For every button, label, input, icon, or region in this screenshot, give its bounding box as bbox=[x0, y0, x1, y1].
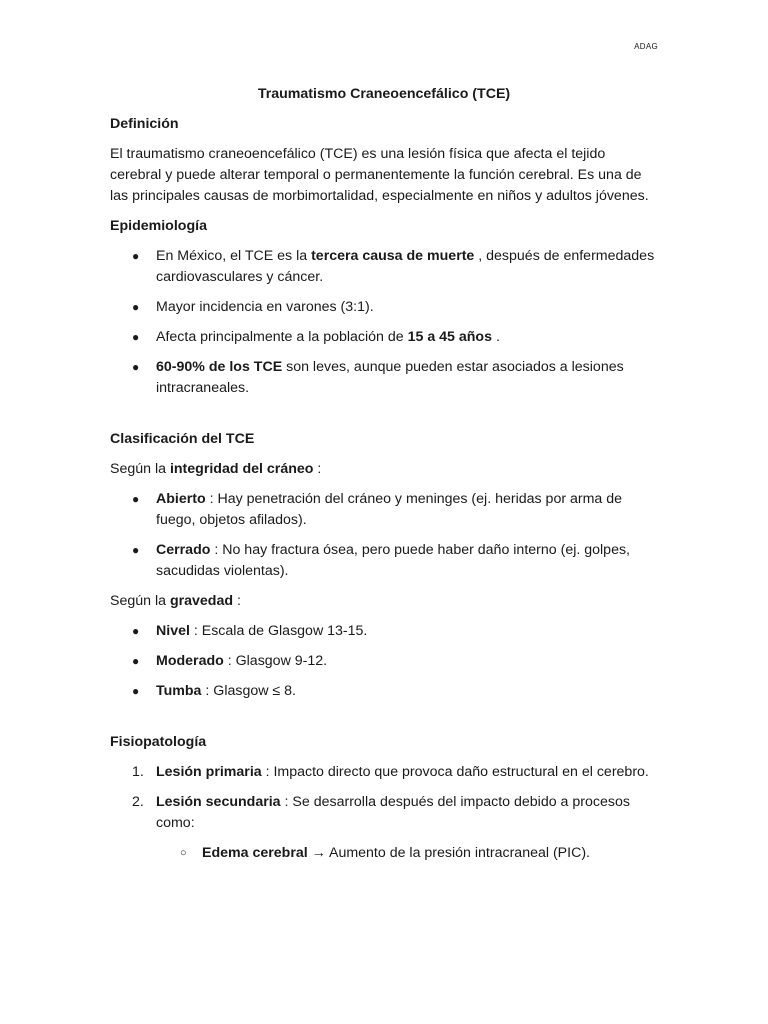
list-item bbox=[110, 297, 658, 318]
bullet-icon: ● bbox=[132, 684, 140, 698]
list-item: ● Tumba : Glasgow ≤ 8. bbox=[110, 681, 658, 702]
definicion-paragraph: El traumatismo craneoencefálico (TCE) es una lesión física que afecta el tejido cerebral y puede alterar temporal o permanentemente la función cerebral. Es una de las principales causas de morbimortalidad, especialmente en niños y adultos jóvenes. bbox=[110, 146, 649, 204]
item-bold-text: 60-90% de los TCE bbox=[156, 359, 283, 375]
item-bold-text: tercera causa de muerte bbox=[311, 248, 475, 264]
list-item: ○ Edema cerebral → Aumento de la presión intracraneal (PIC). bbox=[110, 843, 658, 864]
list-item: ● Moderado : Glasgow 9-12. bbox=[110, 651, 658, 672]
bullet-icon: ● bbox=[132, 249, 140, 263]
epidemiologia-list bbox=[110, 246, 658, 399]
item-text: Mayor incidencia en varones (3:1). bbox=[156, 299, 374, 315]
list-item: ● Cerrado : No hay fractura ósea, pero puede haber daño interno (ej. golpes, sacudidas violentas). bbox=[132, 542, 630, 579]
bullet-icon: ● bbox=[132, 330, 140, 344]
fisiopatologia-list bbox=[110, 762, 658, 834]
integridad-intro: Según la integridad del cráneo : bbox=[110, 461, 322, 477]
heading-fisiopatologia: Fisiopatología bbox=[110, 734, 207, 750]
list-item: ● Abierto : Hay penetración del cráneo y meninges (ej. heridas por arma de fuego, objetos afilados). bbox=[132, 491, 623, 528]
item-text: , después de enfermedades cardiovasculares y cáncer. bbox=[156, 248, 655, 285]
list-item bbox=[110, 246, 658, 288]
list-number: 2. bbox=[132, 794, 144, 810]
item-text: . bbox=[492, 329, 500, 345]
heading-definicion: Definición bbox=[110, 116, 179, 132]
gravedad-intro: Según la gravedad : bbox=[110, 593, 241, 609]
bullet-icon: ● bbox=[132, 492, 140, 506]
heading-epidemiologia: Epidemiología bbox=[110, 218, 207, 234]
page-header: ADAG bbox=[634, 42, 658, 51]
heading-clasificacion: Clasificación del TCE bbox=[110, 431, 255, 447]
gravedad-list bbox=[110, 621, 658, 702]
list-item bbox=[110, 327, 658, 348]
fisiopatologia-sublist bbox=[110, 843, 658, 864]
item-text: Afecta principalmente a la población de bbox=[156, 329, 408, 345]
bullet-icon: ● bbox=[132, 654, 140, 668]
list-item: 2. Lesión secundaria : Se desarrolla después del impacto debido a procesos como: bbox=[132, 794, 630, 831]
circle-bullet-icon: ○ bbox=[180, 847, 187, 859]
bullet-icon: ● bbox=[132, 543, 140, 557]
item-text: En México, el TCE es la bbox=[156, 248, 312, 264]
list-item: 1. Lesión primaria : Impacto directo que provoca daño estructural en el cerebro. bbox=[110, 762, 658, 783]
integridad-list bbox=[110, 489, 658, 582]
bullet-icon: ● bbox=[132, 624, 140, 638]
document-body bbox=[110, 84, 658, 873]
document-title: Traumatismo Craneoencefálico (TCE) bbox=[257, 86, 511, 102]
bullet-icon: ● bbox=[132, 360, 140, 374]
list-item bbox=[110, 357, 658, 399]
list-item: ● Nivel : Escala de Glasgow 13-15. bbox=[110, 621, 658, 642]
bullet-icon: ● bbox=[132, 300, 140, 314]
item-bold-text: 15 a 45 años bbox=[407, 329, 492, 345]
list-number: 1. bbox=[132, 764, 144, 780]
item-text: son leves, aunque pueden estar asociados a lesiones intracraneales. bbox=[156, 359, 624, 396]
